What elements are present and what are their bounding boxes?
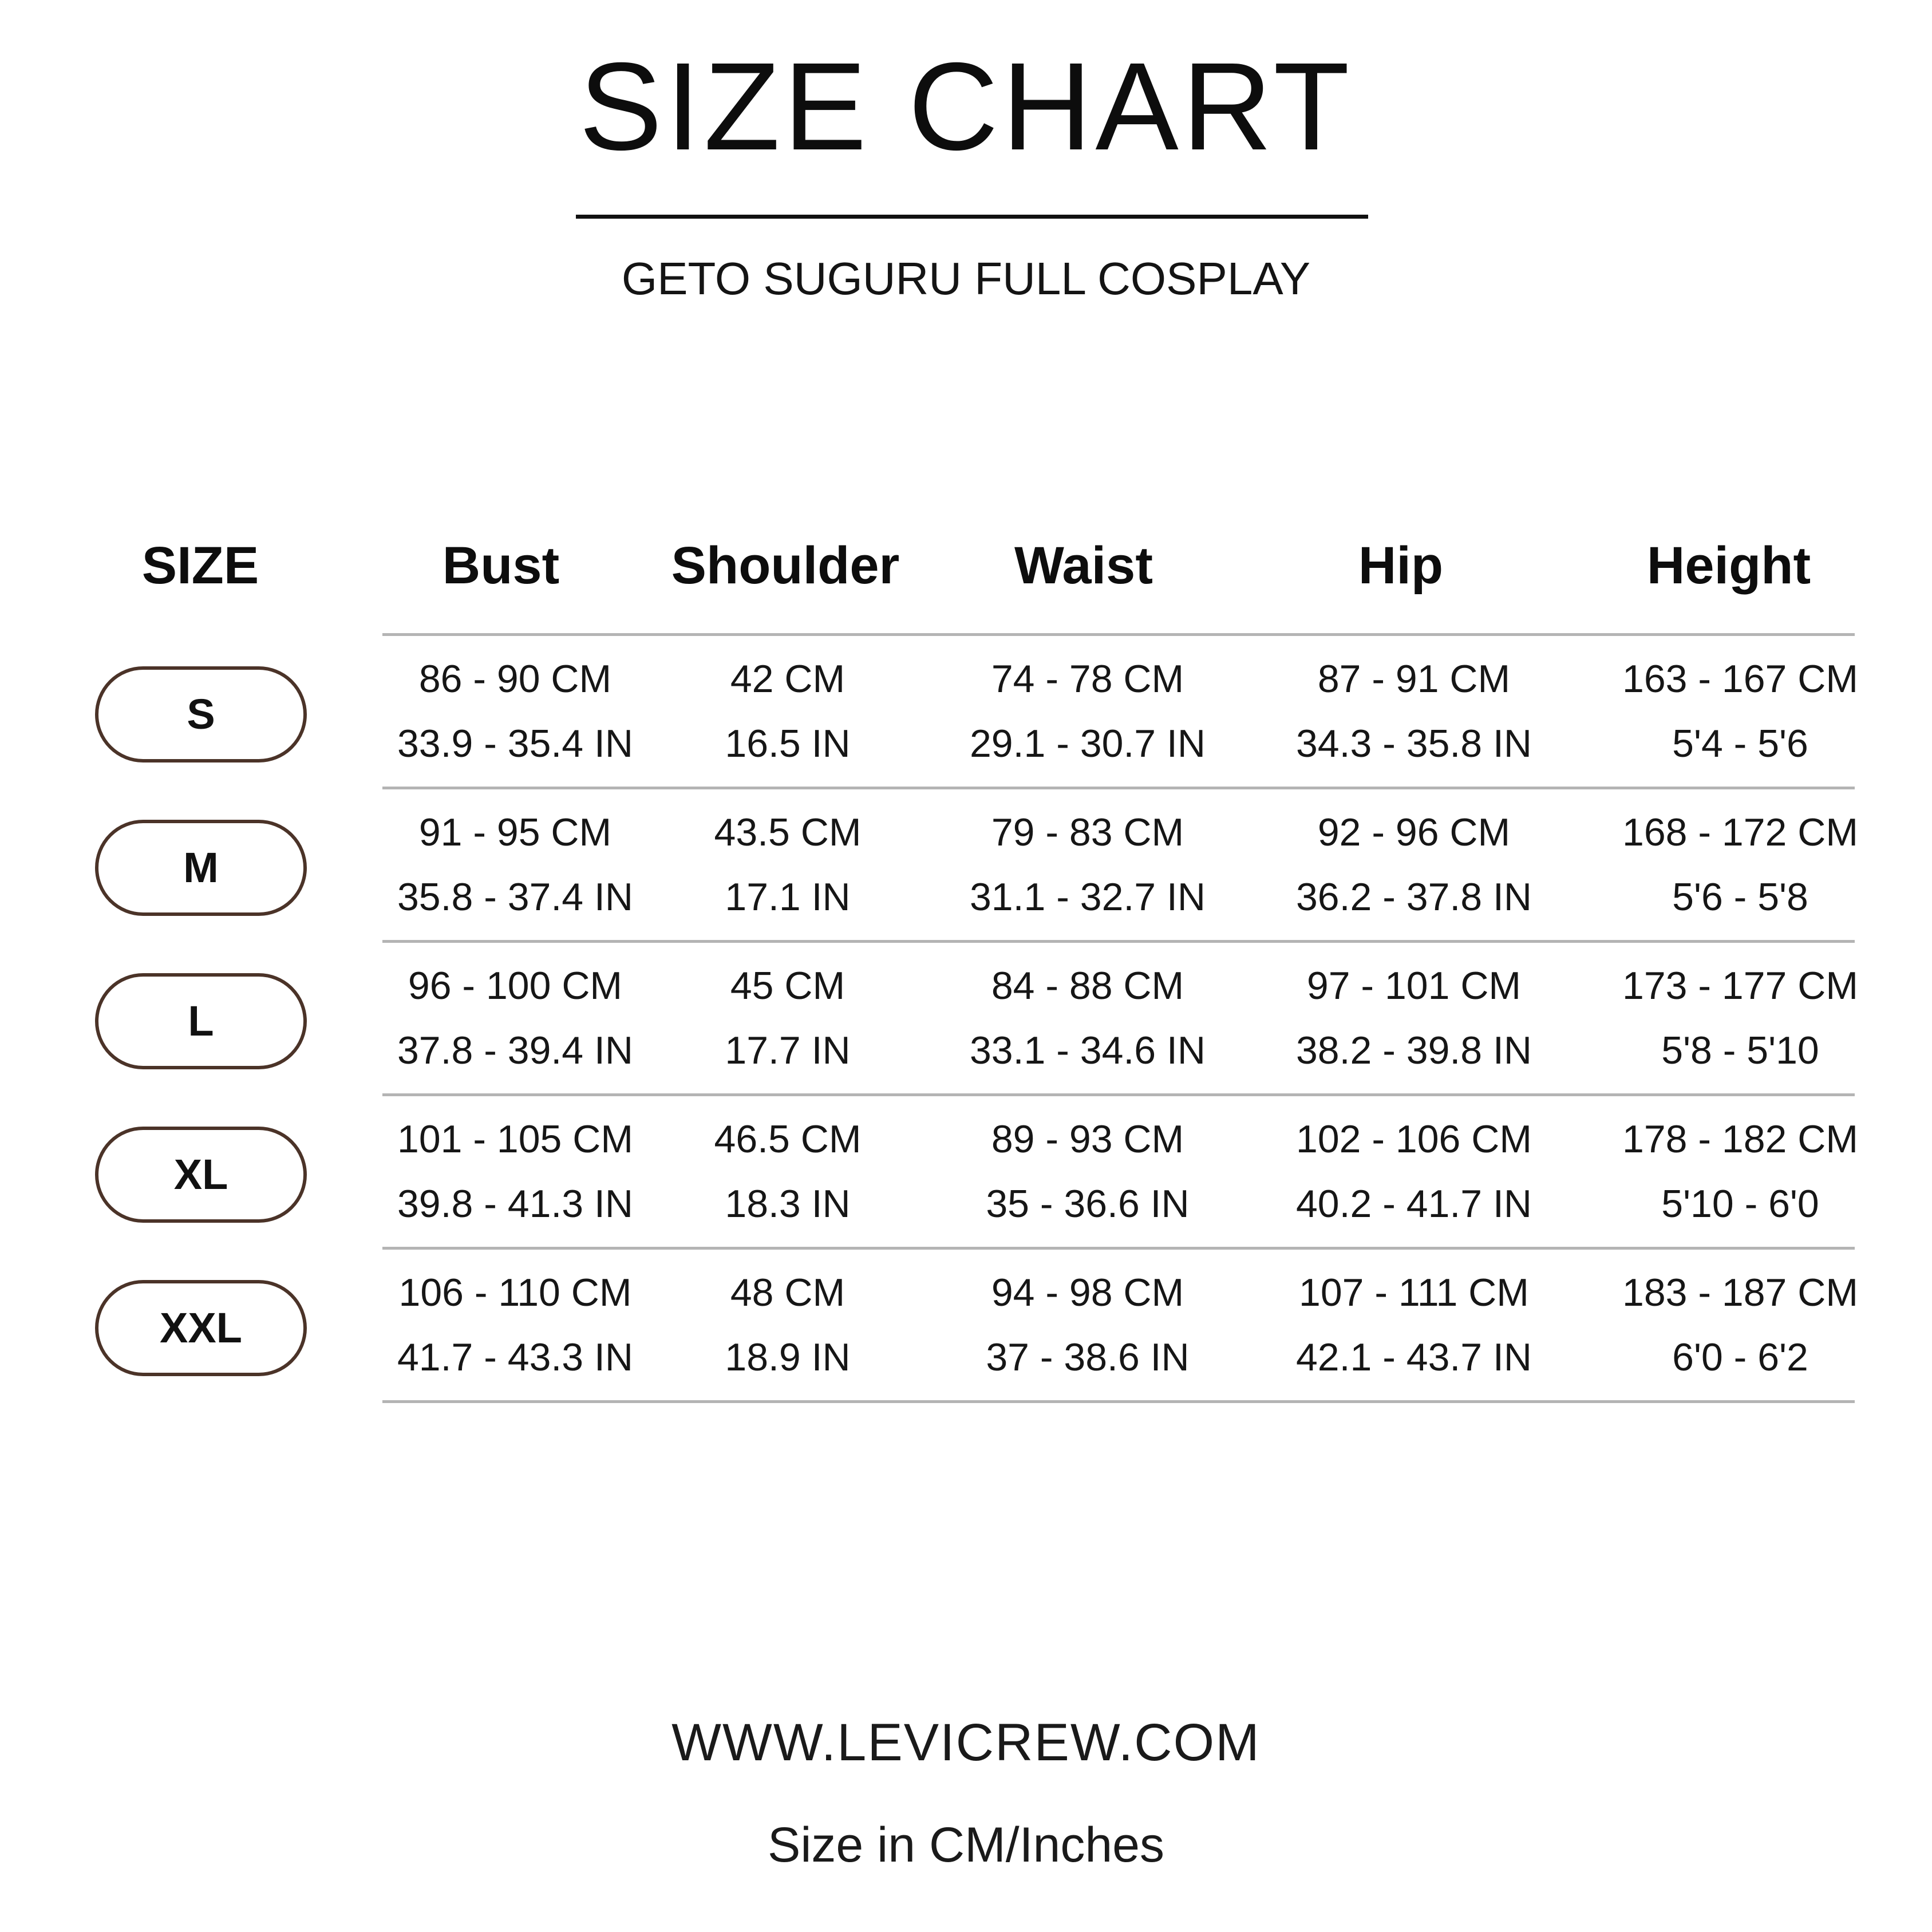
bust-cm-value: 86 - 90 CM	[418, 657, 612, 701]
size-badge-xl	[95, 1127, 307, 1223]
shoulder-cm-value: 45 CM	[730, 964, 846, 1008]
size-badge-l	[95, 973, 307, 1069]
footer-url[interactable]: WWW.LEVICREW.COM	[671, 1713, 1261, 1772]
row-divider	[382, 633, 1855, 636]
bust-in-value: 37.8 - 39.4 IN	[397, 1029, 634, 1072]
waist-cm-value: 89 - 93 CM	[991, 1117, 1184, 1161]
hip-in-value: 34.3 - 35.8 IN	[1295, 722, 1532, 765]
height-cm-value: 178 - 182 CM	[1622, 1117, 1858, 1161]
size-label: XXL	[160, 1304, 242, 1352]
size-badge-s	[95, 666, 307, 762]
waist-in-value: 33.1 - 34.6 IN	[969, 1029, 1206, 1072]
bust-cm-value: 106 - 110 CM	[398, 1271, 632, 1314]
row-divider	[382, 1400, 1855, 1403]
waist-in-value: 35 - 36.6 IN	[986, 1182, 1190, 1226]
size-label: M	[183, 844, 219, 891]
bust-in-value: 33.9 - 35.4 IN	[397, 722, 634, 765]
row-divider	[382, 1247, 1855, 1250]
page-title: SIZE CHART	[579, 37, 1353, 176]
row-divider	[382, 787, 1855, 789]
size-badge-xxl	[95, 1280, 307, 1376]
size-badge-m	[95, 820, 307, 916]
page-subtitle: GETO SUGURU FULL COSPLAY	[621, 253, 1311, 304]
waist-cm-value: 74 - 78 CM	[991, 657, 1184, 701]
size-label: S	[187, 690, 215, 738]
height-ft-value: 5'6 - 5'8	[1672, 875, 1808, 919]
header-hip: Hip	[1358, 536, 1444, 595]
height-cm-value: 163 - 167 CM	[1622, 657, 1858, 701]
hip-cm-value: 92 - 96 CM	[1317, 811, 1511, 854]
waist-in-value: 37 - 38.6 IN	[986, 1336, 1190, 1379]
shoulder-in-value: 16.5 IN	[725, 722, 851, 765]
footer-note: Size in CM/Inches	[767, 1818, 1165, 1872]
hip-in-value: 36.2 - 37.8 IN	[1295, 875, 1532, 919]
header-waist: Waist	[1014, 536, 1153, 595]
shoulder-cm-value: 42 CM	[730, 657, 846, 701]
header-shoulder: Shoulder	[671, 536, 900, 595]
height-ft-value: 5'8 - 5'10	[1661, 1029, 1819, 1072]
hip-cm-value: 87 - 91 CM	[1317, 657, 1511, 701]
shoulder-in-value: 18.3 IN	[725, 1182, 851, 1226]
header-height: Height	[1646, 536, 1811, 595]
hip-in-value: 40.2 - 41.7 IN	[1295, 1182, 1532, 1226]
header-bust: Bust	[442, 536, 560, 595]
bust-in-value: 35.8 - 37.4 IN	[397, 875, 634, 919]
shoulder-cm-value: 46.5 CM	[714, 1117, 862, 1161]
header-size: SIZE	[141, 536, 259, 595]
waist-cm-value: 94 - 98 CM	[991, 1271, 1184, 1314]
row-divider	[382, 940, 1855, 943]
hip-cm-value: 102 - 106 CM	[1296, 1117, 1532, 1161]
height-ft-value: 6'0 - 6'2	[1672, 1336, 1808, 1379]
shoulder-in-value: 17.1 IN	[725, 875, 851, 919]
hip-cm-value: 107 - 111 CM	[1299, 1271, 1529, 1314]
waist-in-value: 31.1 - 32.7 IN	[969, 875, 1206, 919]
shoulder-cm-value: 48 CM	[730, 1271, 846, 1314]
height-cm-value: 168 - 172 CM	[1622, 811, 1858, 854]
shoulder-in-value: 17.7 IN	[725, 1029, 851, 1072]
title-underline	[576, 215, 1368, 219]
hip-in-value: 42.1 - 43.7 IN	[1295, 1336, 1532, 1379]
size-label: XL	[173, 1151, 228, 1198]
bust-cm-value: 101 - 105 CM	[397, 1117, 633, 1161]
row-divider	[382, 1093, 1855, 1096]
bust-in-value: 39.8 - 41.3 IN	[397, 1182, 634, 1226]
hip-cm-value: 97 - 101 CM	[1306, 964, 1522, 1008]
height-ft-value: 5'4 - 5'6	[1672, 722, 1808, 765]
bust-cm-value: 91 - 95 CM	[418, 811, 612, 854]
shoulder-cm-value: 43.5 CM	[714, 811, 862, 854]
waist-cm-value: 79 - 83 CM	[991, 811, 1184, 854]
waist-in-value: 29.1 - 30.7 IN	[969, 722, 1206, 765]
bust-in-value: 41.7 - 43.3 IN	[397, 1336, 634, 1379]
height-cm-value: 183 - 187 CM	[1622, 1271, 1858, 1314]
waist-cm-value: 84 - 88 CM	[991, 964, 1184, 1008]
hip-in-value: 38.2 - 39.8 IN	[1295, 1029, 1532, 1072]
size-label: L	[188, 997, 214, 1045]
shoulder-in-value: 18.9 IN	[725, 1336, 851, 1379]
height-cm-value: 173 - 177 CM	[1622, 964, 1858, 1008]
height-ft-value: 5'10 - 6'0	[1661, 1182, 1819, 1226]
bust-cm-value: 96 - 100 CM	[408, 964, 623, 1008]
